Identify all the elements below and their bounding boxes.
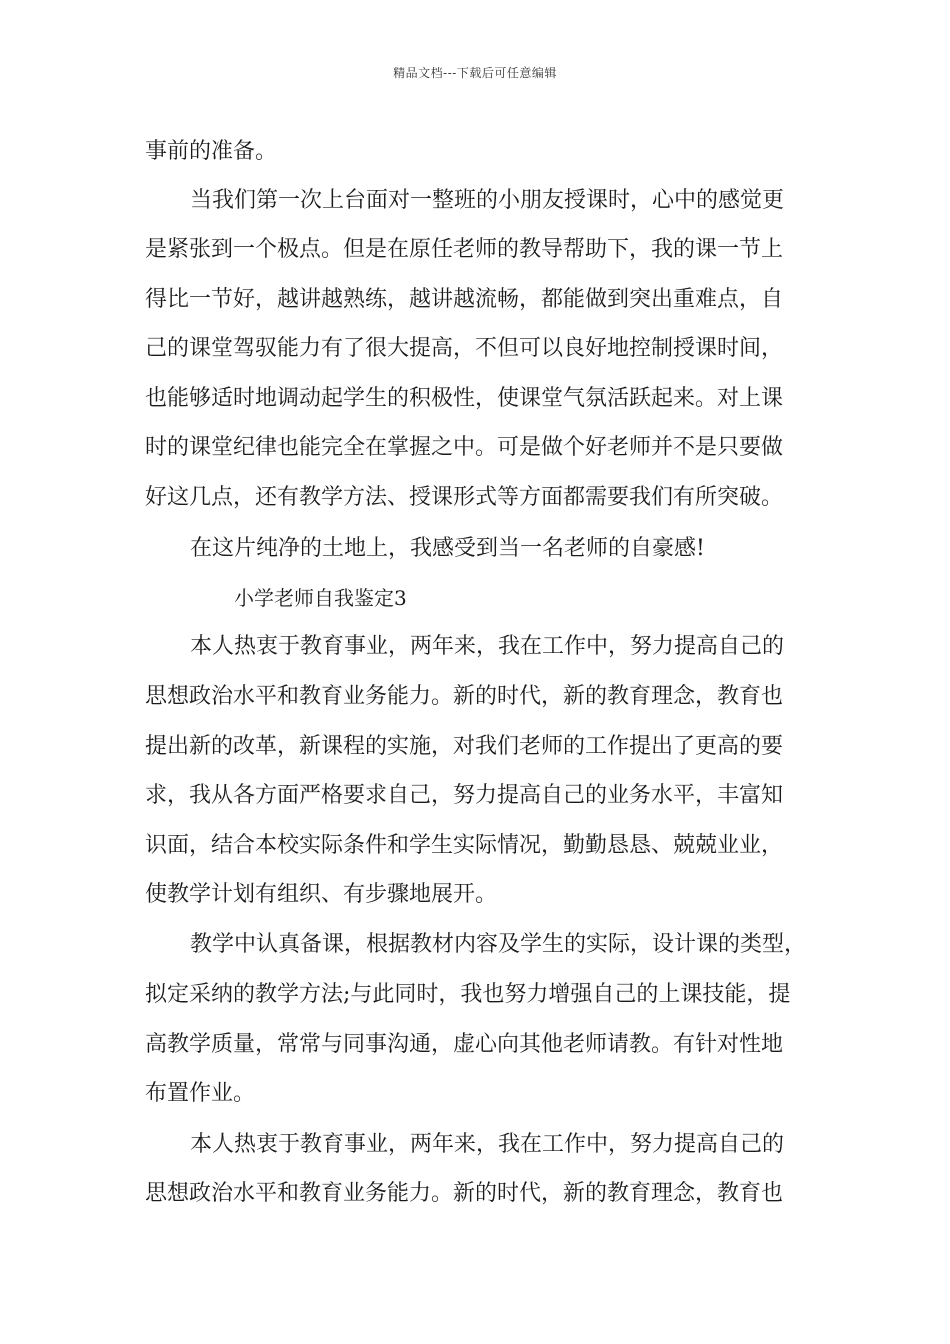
paragraph-start-line: 本人热衷于教育事业，两年来，我在工作中，努力提高自己的 (190, 1132, 785, 1157)
body-text-line: 思想政治水平和教育业务能力。新的时代，新的教育理念，教育也 (145, 1181, 784, 1206)
paragraph-start-line: 本人热衷于教育事业，两年来，我在工作中，努力提高自己的 (190, 634, 785, 659)
body-text-line: 时的课堂纪律也能完全在掌握之中。可是做个好老师并不是只要做 (145, 435, 784, 460)
page-header: 精品文档---下载后可任意编辑 (393, 66, 557, 80)
body-text-line: 己的课堂驾驭能力有了很大提高，不但可以良好地控制授课时间， (145, 336, 784, 361)
body-text-line: 是紧张到一个极点。但是在原任老师的教导帮助下，我的课一节上 (145, 237, 784, 262)
body-text-line: 思想政治水平和教育业务能力。新的时代，新的教育理念，教育也 (145, 684, 784, 709)
body-text-line: 好这几点，还有教学方法、授课形式等方面都需要我们有所突破。 (145, 485, 784, 510)
body-text-line: 事前的准备。 (145, 139, 278, 164)
paragraph-start-line: 教学中认真备课，根据教材内容及学生的实际，设计课的类型， (190, 932, 807, 957)
body-text-line: 拟定采纳的教学方法;与此同时，我也努力增强自己的上课技能，提 (145, 982, 791, 1007)
body-text-line: 识面，结合本校实际条件和学生实际情况，勤勤恳恳、兢兢业业， (145, 833, 784, 858)
body-text-line: 也能够适时地调动起学生的积极性，使课堂气氛活跃起来。对上课 (145, 386, 784, 411)
body-text-line: 求，我从各方面严格要求自己，努力提高自己的业务水平，丰富知 (145, 783, 784, 808)
body-text-line: 使教学计划有组织、有步骤地展开。 (145, 882, 498, 907)
body-text-line: 得比一节好，越讲越熟练，越讲越流畅，都能做到突出重难点，自 (145, 287, 784, 312)
body-text-line: 布置作业。 (145, 1081, 256, 1106)
body-text-line: 高教学质量，常常与同事沟通，虚心向其他老师请教。有针对性地 (145, 1032, 784, 1057)
paragraph-start-line: 在这片纯净的土地上，我感受到当一名老师的自豪感! (190, 536, 705, 561)
body-text-line: 提出新的改革，新课程的实施，对我们老师的工作提出了更高的要 (145, 734, 784, 759)
paragraph-start-line: 当我们第一次上台面对一整班的小朋友授课时，心中的感觉更 (190, 188, 785, 213)
section-heading: 小学老师自我鉴定3 (234, 586, 407, 610)
